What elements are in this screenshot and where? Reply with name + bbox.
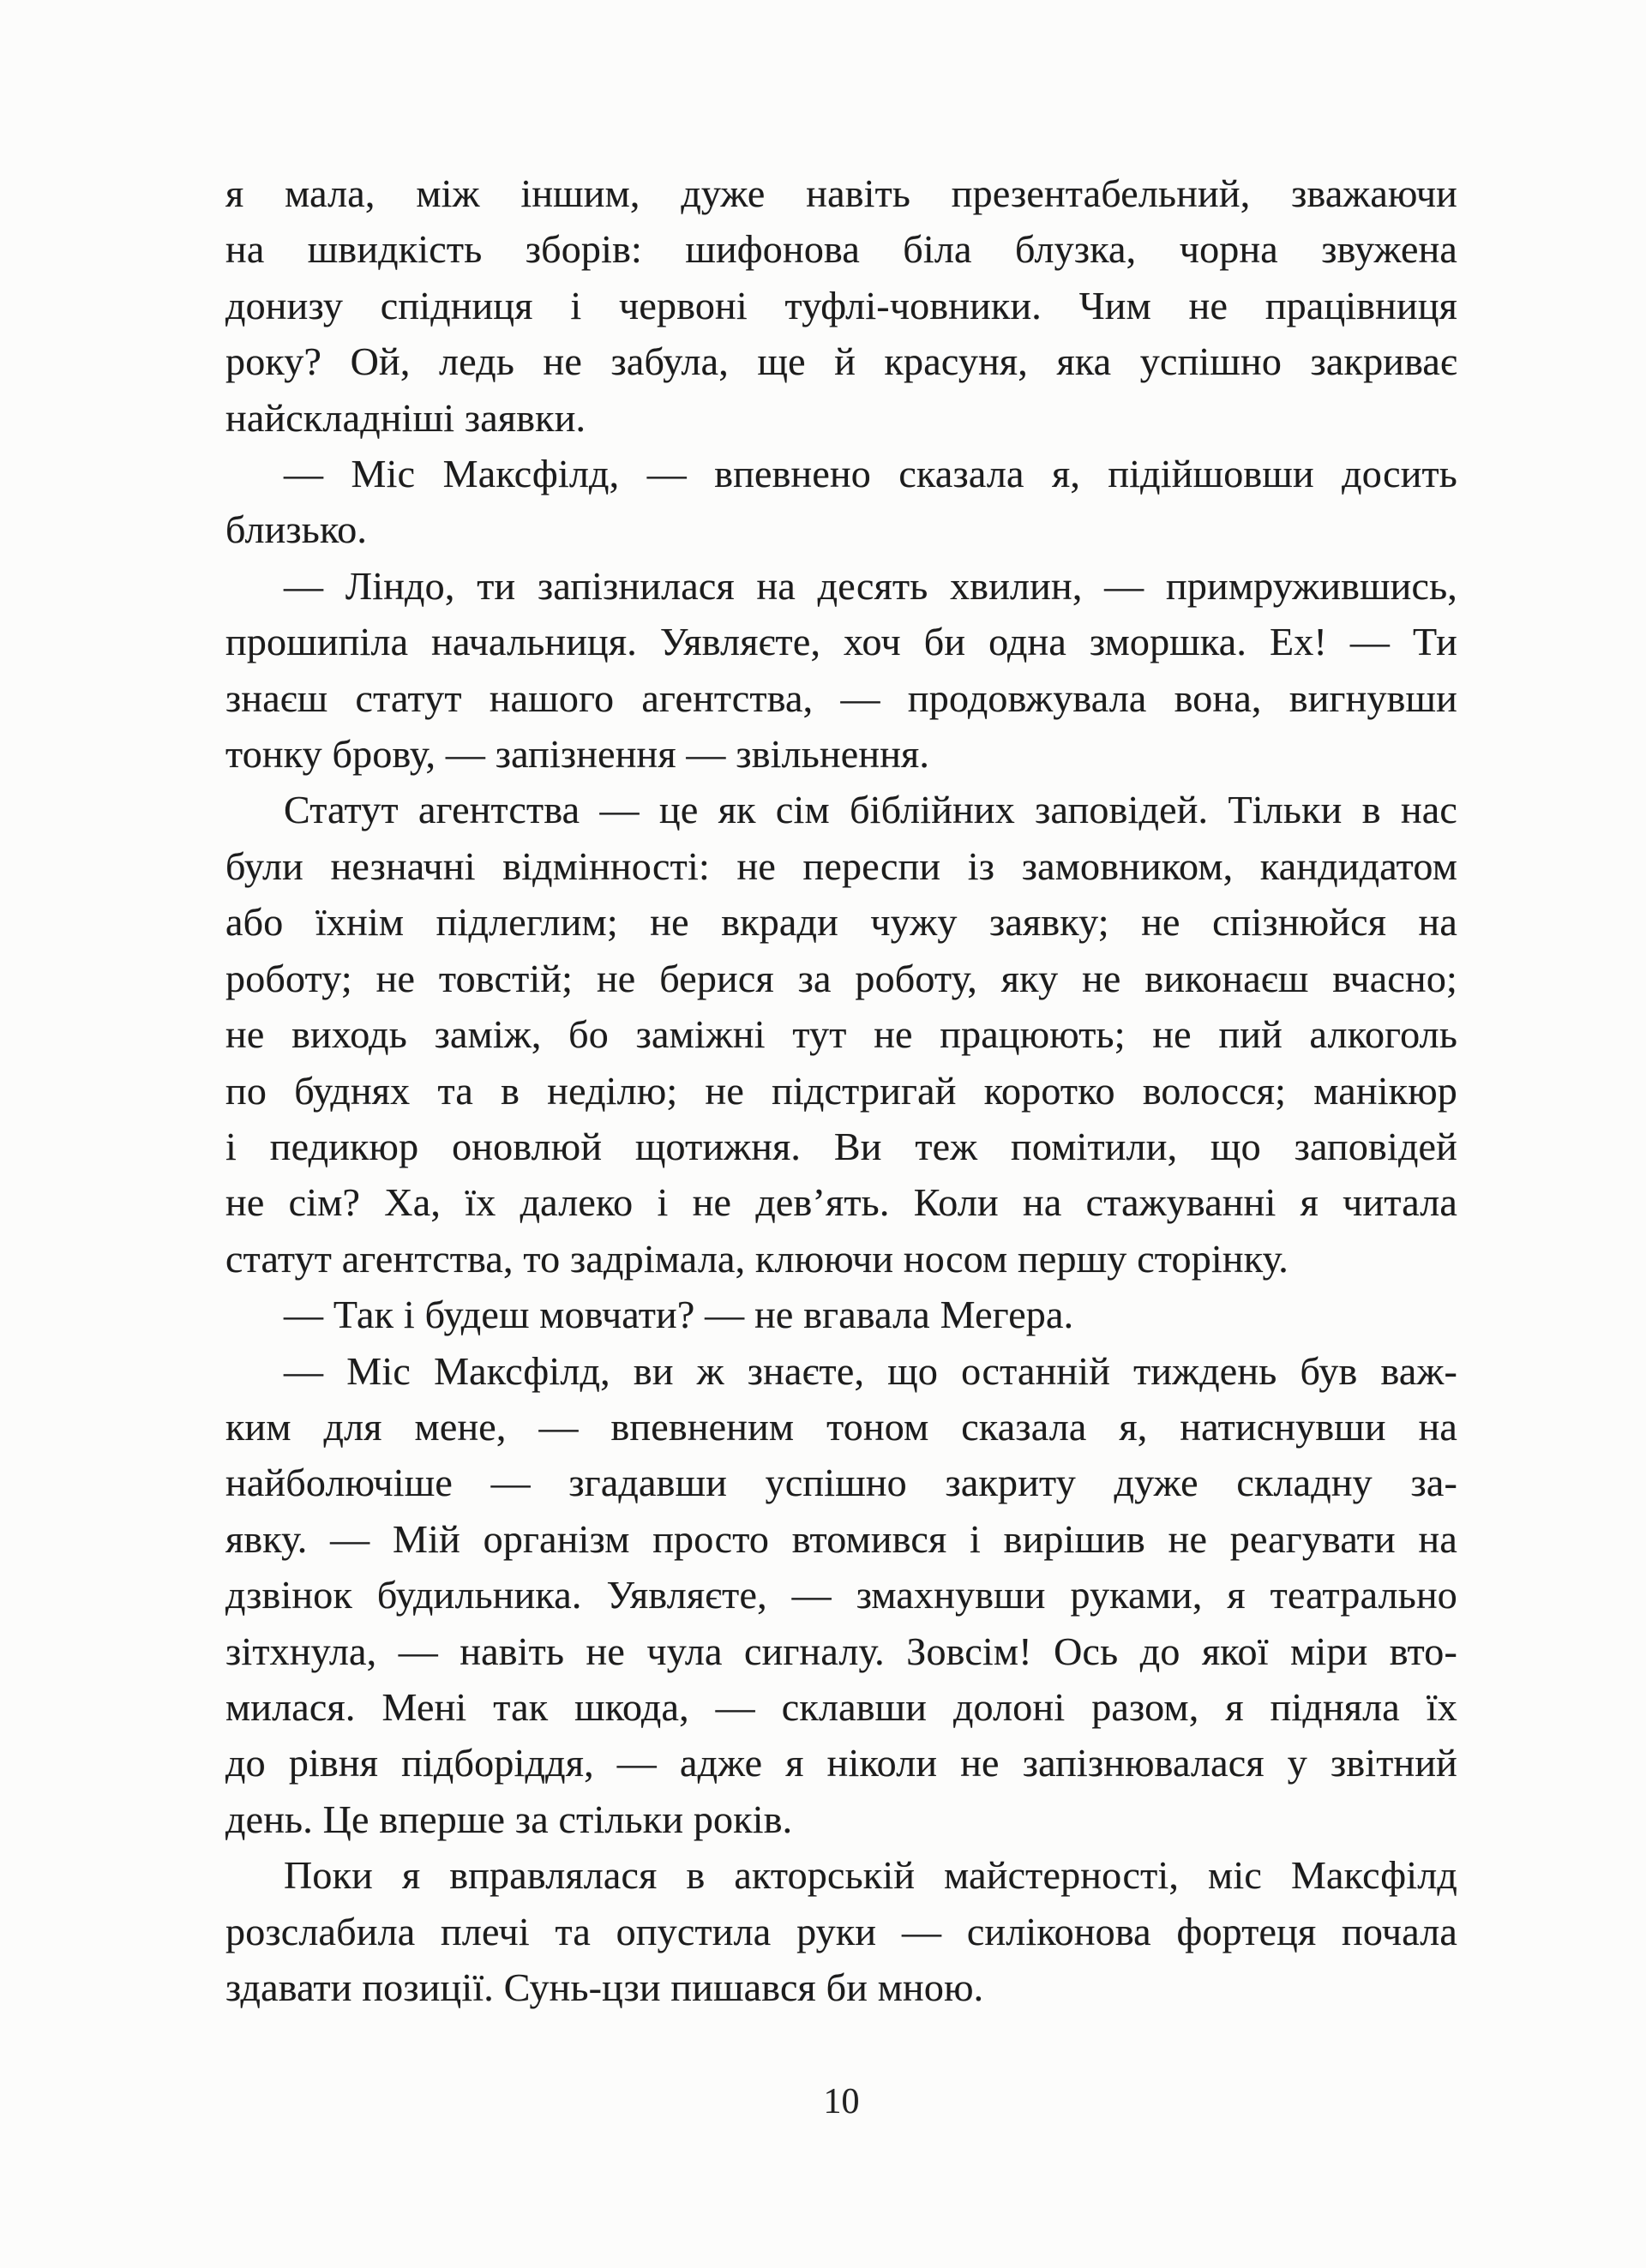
text-line: я мала, між іншим, дуже навіть презентабельний, зважаючи	[225, 171, 1457, 215]
text-line: здавати позиції. Сунь-цзи пишався би мною.	[225, 1965, 984, 2009]
text-line: або їхнім підлеглим; не вкради чужу заявку; не спізнюйся на	[225, 900, 1457, 945]
text-line: явку. — Мій організм просто втомився і вирішив не реагувати на	[225, 1516, 1457, 1561]
text-line: Поки я вправлялася в акторській майстерності, міс Максфілд	[284, 1853, 1457, 1898]
text-line: — Так і будеш мовчати? — не вгавала Мегера.	[284, 1293, 1074, 1337]
text-line: — Ліндо, ти запізнилася на десять хвилин, — примружившись,	[284, 563, 1457, 608]
text-line: найскладніші заявки.	[225, 395, 586, 440]
text-line: розслабила плечі та опустила руки — силіконова фортеця почала	[225, 1909, 1457, 1953]
text-line: не сім? Ха, їх далеко і не дев’ять. Коли на стажуванні я читала	[225, 1180, 1457, 1225]
text-line: зітхнула, — навіть не чула сигналу. Зовсім! Ось до якої міри вто-	[225, 1629, 1457, 1673]
text-line: статут агентства, то задрімала, клюючи носом першу сторінку.	[225, 1236, 1289, 1281]
text-line: найболючіше — згадавши успішно закриту дуже складну за-	[225, 1461, 1457, 1505]
text-line: були незначні відмінності: не переспи із замовником, кандидатом	[225, 843, 1457, 888]
text-line: року? Ой, ледь не забула, ще й красуня, яка успішно закриває	[225, 339, 1457, 384]
text-line: — Міс Максфілд, ви ж знаєте, що останній тиждень був важ-	[284, 1348, 1457, 1393]
text-line: роботу; не товстій; не берися за роботу, яку не виконаєш вчасно;	[225, 956, 1457, 1000]
text-line: на швидкість зборів: шифонова біла блузка, чорна звужена	[225, 227, 1457, 272]
text-line: милася. Мені так шкода, — склавши долоні разом, я підняла їх	[225, 1684, 1457, 1729]
text-line: тонку брову, — запізнення — звільнення.	[225, 732, 930, 777]
text-line: день. Це вперше за стільки років.	[225, 1797, 793, 1841]
text-line: по буднях та в неділю; не підстригай коротко волосся; манікюр	[225, 1068, 1457, 1113]
text-line: прошипіла начальниця. Уявляєте, хоч би одна зморшка. Ех! — Ти	[225, 620, 1457, 664]
text-line: не виходь заміж, бо заміжні тут не працюють; не пий алкоголь	[225, 1012, 1457, 1057]
text-block	[225, 165, 1457, 2015]
text-line: Статут агентства — це як сім біблійних заповідей. Тільки в нас	[284, 788, 1457, 832]
text-line: ким для мене, — впевненим тоном сказала я, натиснувши на	[225, 1404, 1457, 1449]
text-line: дзвінок будильника. Уявляєте, — змахнувши руками, я театрально	[225, 1573, 1457, 1617]
text-line: знаєш статут нашого агентства, — продовжувала вона, вигнувши	[225, 675, 1457, 720]
page-number: 10	[823, 2082, 860, 2121]
text-line: донизу спідниця і червоні туфлі-човники. Чим не працівниця	[225, 283, 1457, 327]
text-line: близько.	[225, 507, 368, 552]
text-line: — Міс Максфілд, — впевнено сказала я, підійшовши досить	[284, 452, 1457, 496]
text-line: до рівня підборіддя, — адже я ніколи не запізнювалася у звітний	[225, 1741, 1457, 1785]
text-line: і педикюр оновлюй щотижня. Ви теж помітили, що заповідей	[225, 1124, 1457, 1168]
